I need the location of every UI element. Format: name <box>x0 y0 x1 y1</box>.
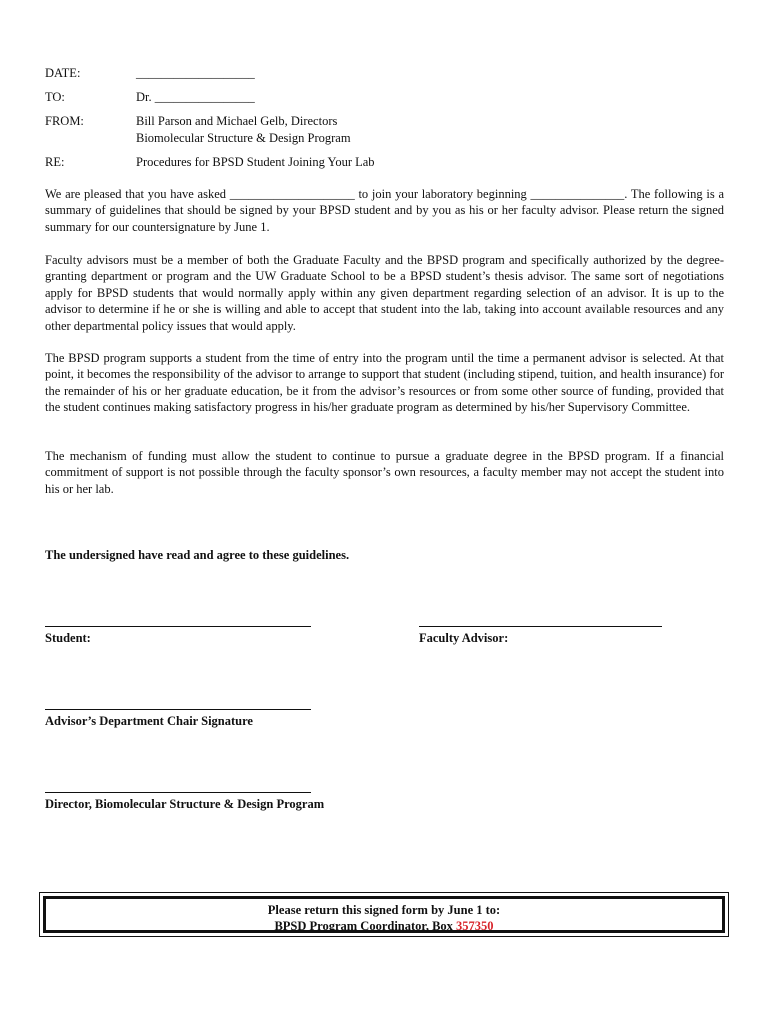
from-line-1: Bill Parson and Michael Gelb, Directors <box>136 114 338 128</box>
re-value: Procedures for BPSD Student Joining Your Lab <box>136 155 375 169</box>
return-instructions-line-2 <box>46 918 722 934</box>
director-signature-line[interactable] <box>45 792 311 793</box>
date-label: DATE: <box>45 66 81 80</box>
faculty-advisor-signature-line[interactable] <box>419 626 662 627</box>
return-instructions-box <box>39 892 729 937</box>
box-number: 357350 <box>456 919 494 934</box>
support-paragraph: The BPSD program supports a student from the time of entry into the program until the time a permanent advisor is selected. At that point, it becomes the responsibility of the advisor to arrange to support that student (including stipend, tuition, and health insurance) for the remainder of his or her graduate education, be it from the advisor’s resources or from some other source of funding, provided that the student continues making satisfactory progress in his/her graduate program as determined by his/her Supervisory Committee. <box>45 351 724 415</box>
return-instructions-inner <box>43 896 725 933</box>
from-line-2: Biomolecular Structure & Design Program <box>136 131 351 145</box>
re-label: RE: <box>45 155 65 169</box>
chair-signature-line[interactable] <box>45 709 311 710</box>
date-blank: ___________________ <box>136 66 255 80</box>
director-signature-label: Director, Biomolecular Structure & Design Program <box>45 797 325 811</box>
student-signature-line[interactable] <box>45 626 311 627</box>
from-label: FROM: <box>45 114 84 128</box>
to-value: Dr. ________________ <box>136 90 255 104</box>
chair-signature-label: Advisor’s Department Chair Signature <box>45 714 253 728</box>
to-label: TO: <box>45 90 65 104</box>
agreement-statement: The undersigned have read and agree to these guidelines. <box>45 548 350 562</box>
funding-paragraph: The mechanism of funding must allow the student to continue to pursue a graduate degree in the BPSD program. If a financial commitment of support is not possible through the faculty sponsor’s own resources, a faculty member may not accept the student into his or her lab. <box>45 449 724 496</box>
intro-paragraph: We are pleased that you have asked ____________________ to join your laboratory beginning _______________. The following is a summary of guidelines that should be signed by your BPSD student and by you as his or her faculty advisor. Please return the signed summary for our countersignature by June 1. <box>45 187 724 234</box>
advisor-paragraph: Faculty advisors must be a member of both the Graduate Faculty and the BPSD program and specifically authorized by the degree-granting department or program and the UW Graduate School to be a BPSD student’s thesis advisor. The same sort of negotiations apply for BPSD students that would normally apply within any given department regarding selection of an advisor. It is up to the advisor to determine if he or she is willing and able to accept that student into the lab, taking into account available resources and any other departmental policy issues that would apply. <box>45 253 724 333</box>
faculty-advisor-signature-label: Faculty Advisor: <box>419 631 509 645</box>
coordinator-label: BPSD Program Coordinator, Box <box>274 919 457 934</box>
return-instructions-line-1: Please return this signed form by June 1 to: <box>267 903 501 917</box>
student-signature-label: Student: <box>45 631 91 645</box>
